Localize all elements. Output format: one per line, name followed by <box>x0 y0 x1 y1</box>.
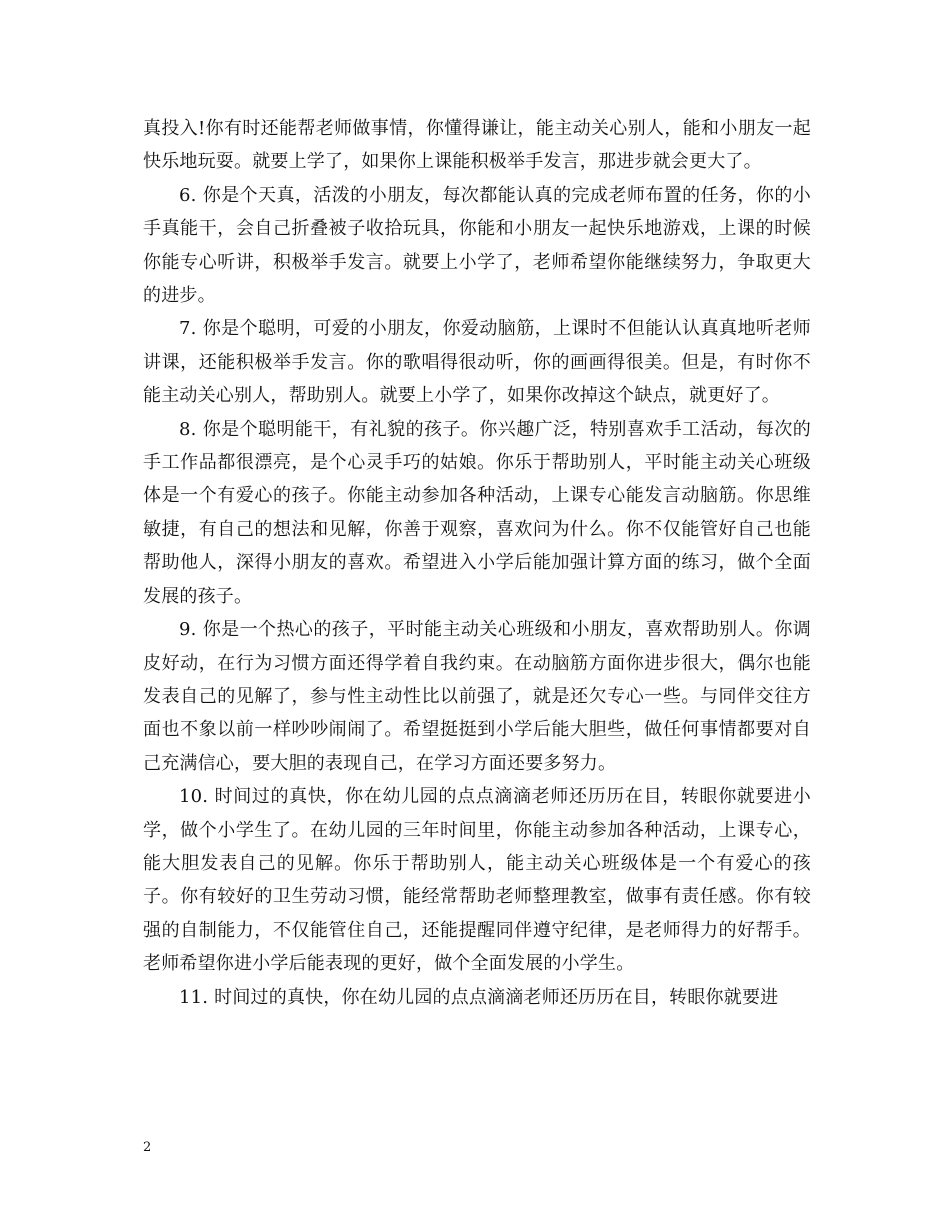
page-number: 2 <box>143 1140 152 1155</box>
paragraph-item-11: 11. 时间过的真快，你在幼儿园的点点滴滴老师还历历在目，转眼你就要进 <box>179 986 779 1008</box>
paragraph-item-10: 10. 时间过的真快，你在幼儿园的点点滴滴老师还历历在目，转眼你就要进小学，做个小学生了。在幼儿园的三年时间里，你能主动参加各种活动，上课专心，能大胆发表自己的见解。你乐于帮助别人，能主动关心班级体是一个有爱心的孩子。你有较好的卫生劳动习惯，能经常帮助老师整理教室，做事有责任感。你有较强的自制能力，不仅能管住自己，还能提醒同伴遵守纪律，是老师得力的好帮手。老师希望你进小学后能表现的更好，做个全面发展的小学生。 <box>143 786 811 975</box>
paragraph-item-9: 9. 你是一个热心的孩子，平时能主动关心班级和小朋友，喜欢帮助别人。你调皮好动，在行为习惯方面还得学着自我约束。在动脑筋方面你进步很大，偶尔也能发表自己的见解了，参与性主动性比以前强了，就是还欠专心一些。与同伴交往方面也不象以前一样吵吵闹闹了。希望挺挺到小学后能大胆些，做任何事情都要对自己充满信心，要大胆的表现自己，在学习方面还要多努力。 <box>143 619 811 774</box>
paragraph-item-6: 6. 你是个天真，活泼的小朋友，每次都能认真的完成老师布置的任务，你的小手真能干，会自己折叠被子收拾玩具，你能和小朋友一起快乐地游戏，上课的时候你能专心听讲，积极举手发言。就要上小学了，老师希望你能继续努力，争取更大的进步。 <box>143 184 811 307</box>
body-text <box>143 112 811 1014</box>
paragraph-item-7: 7. 你是个聪明，可爱的小朋友，你爱动脑筋，上课时不但能认认真真地听老师讲课，还能积极举手发言。你的歌唱得很动听，你的画画得很美。但是，有时你不能主动关心别人，帮助别人。就要上小学了，如果你改掉这个缺点，就更好了。 <box>143 318 811 407</box>
paragraph-continued: 真投入!你有时还能帮老师做事情，你懂得谦让，能主动关心别人，能和小朋友一起快乐地玩耍。就要上学了，如果你上课能积极举手发言，那进步就会更大了。 <box>143 118 811 173</box>
paragraph-item-8: 8. 你是个聪明能干，有礼貌的孩子。你兴趣广泛，特别喜欢手工活动，每次的手工作品都很漂亮，是个心灵手巧的姑娘。你乐于帮助别人，平时能主动关心班级体是一个有爱心的孩子。你能主动参加各种活动，上课专心能发言动脑筋。你思维敏捷，有自己的想法和见解，你善于观察，喜欢问为什么。你不仅能管好自己也能帮助他人，深得小朋友的喜欢。希望进入小学后能加强计算方面的练习，做个全面发展的孩子。 <box>143 418 811 607</box>
